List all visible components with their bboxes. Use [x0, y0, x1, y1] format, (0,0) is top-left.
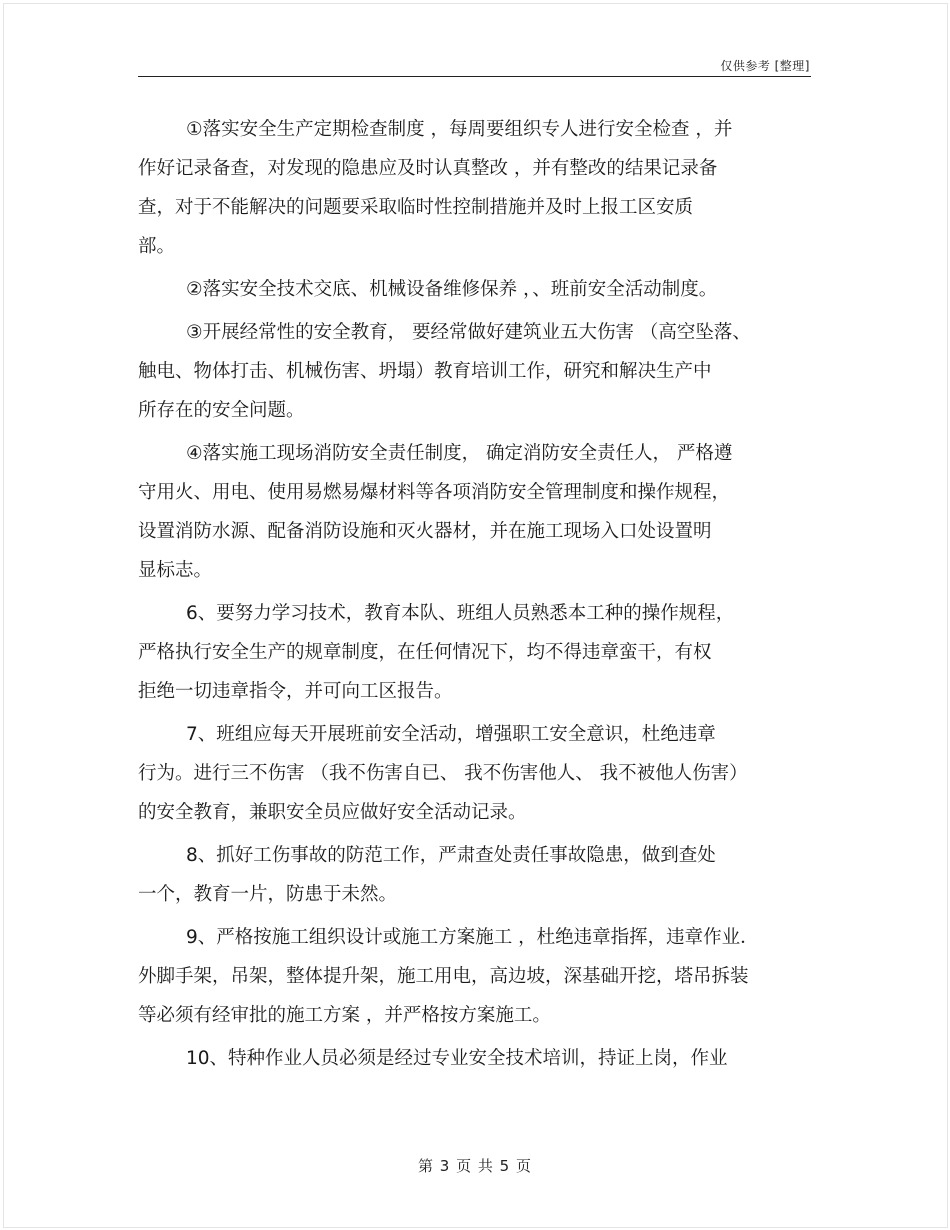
paragraph [138, 715, 811, 832]
text-line: ④落实施工现场消防安全责任制度， 确定消防安全责任人， 严格遵 [186, 443, 733, 464]
header-divider [138, 76, 811, 77]
text-line: 行为。进行三不伤害 （我不伤害自已、 我不伤害他人、 我不被他人伤害） [138, 763, 748, 784]
text-line: 设置消防水源、配备消防设施和灭火器材，并在施工现场入口处设置明 [138, 521, 712, 542]
paragraph [138, 434, 811, 590]
text-line: ①落实安全生产定期检查制度 ，每周要组织专人进行安全检查 ，并 [186, 119, 733, 140]
text-line: 显标志。 [138, 560, 213, 581]
paragraph [138, 594, 811, 711]
text-line: 作好记录备查，对发现的隐患应及时认真整改 ，并有整改的结果记录备 [138, 158, 718, 179]
text-line: 9、严格按施工组织设计或施工方案施工 ，杜绝违章指挥，违章作业． [186, 927, 759, 948]
text-line: 部。 [138, 236, 176, 257]
text-line: 所存在的安全问题。 [138, 400, 305, 421]
text-line: 的安全教育，兼职安全员应做好安全活动记录。 [138, 802, 527, 823]
text-line: ②落实安全技术交底、机械设备维修保养 ，、班前安全活动制度。 [186, 279, 718, 300]
paragraph [138, 918, 811, 1035]
text-line: 等必须有经审批的施工方案 ，并严格按方案施工。 [138, 1005, 551, 1026]
text-line: 6、要努力学习技术，教育本队、班组人员熟悉本工种的操作规程， [186, 603, 735, 624]
text-line: 查，对于不能解决的问题要采取临时性控制措施并及时上报工区安质 [138, 197, 694, 218]
paragraph [138, 836, 811, 914]
text-line: 拒绝一切违章指令，并可向工区报告。 [138, 681, 453, 702]
text-line: 触电、物体打击、机械伤害、坍塌）教育培训工作，研究和解决生产中 [138, 361, 712, 382]
text-line: 8、抓好工伤事故的防范工作，严肃查处责任事故隐患，做到查处 [186, 845, 716, 866]
paragraph [138, 313, 811, 430]
paragraph [138, 110, 811, 266]
text-line: 严格执行安全生产的规章制度，在任何情况下，均不得违章蛮干，有权 [138, 642, 712, 663]
text-line: 守用火、用电、使用易燃易爆材料等各项消防安全管理制度和操作规程， [138, 482, 731, 503]
page-number-footer: 第 3 页 共 5 页 [418, 1157, 532, 1175]
text-line: ③开展经常性的安全教育， 要经常做好建筑业五大伤害 （高空坠落、 [186, 322, 751, 343]
paragraph [138, 270, 811, 309]
document-body [138, 110, 811, 1082]
text-line: 一个，教育一片，防患于未然。 [138, 884, 398, 905]
text-line: 10、特种作业人员必须是经过专业安全技术培训，持证上岗，作业 [186, 1048, 728, 1069]
header-note: 仅供参考 [整理] [720, 59, 810, 73]
text-line: 7、班组应每天开展班前安全活动，增强职工安全意识，杜绝违章 [186, 724, 716, 745]
paragraph [138, 1039, 811, 1078]
text-line: 外脚手架，吊架，整体提升架，施工用电，高边坡，深基础开挖，塔吊拆装 [138, 966, 749, 987]
